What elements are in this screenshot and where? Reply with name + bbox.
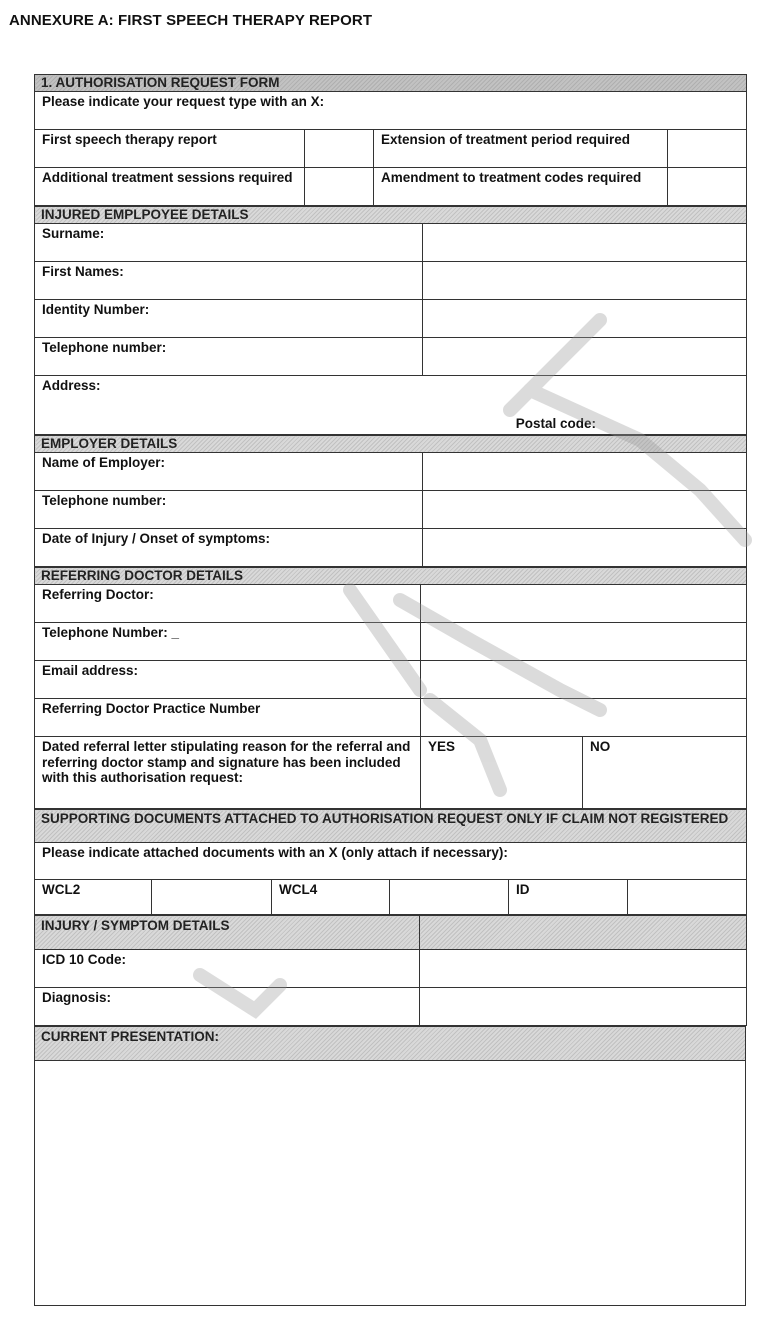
identity-number-label: Identity Number:	[35, 300, 423, 338]
referring-doctor-field[interactable]	[421, 585, 747, 623]
employee-telephone-label: Telephone number:	[35, 338, 423, 376]
document-title: ANNEXURE A: FIRST SPEECH THERAPY REPORT	[9, 12, 373, 29]
doc-id-label: ID	[509, 880, 628, 915]
section-header-employee: INJURED EMPLPOYEE DETAILS	[35, 207, 747, 224]
employer-name-field[interactable]	[423, 453, 747, 491]
option-first-report-label: First speech therapy report	[35, 130, 305, 168]
address-field[interactable]	[35, 376, 747, 435]
employee-section	[34, 206, 747, 435]
icd10-label: ICD 10 Code:	[35, 950, 420, 988]
first-names-field[interactable]	[423, 262, 747, 300]
doctor-email-label: Email address:	[35, 661, 421, 699]
presentation-section	[34, 1026, 746, 1306]
employer-section	[34, 435, 747, 567]
referral-no-option[interactable]: NO	[583, 737, 747, 809]
identity-number-field[interactable]	[423, 300, 747, 338]
employer-telephone-label: Telephone number:	[35, 491, 423, 529]
option-amendment-checkbox[interactable]	[668, 168, 747, 206]
option-amendment-label: Amendment to treatment codes required	[374, 168, 668, 206]
practice-number-field[interactable]	[421, 699, 747, 737]
icd10-field[interactable]	[420, 950, 747, 988]
doc-wcl4-label: WCL4	[272, 880, 390, 915]
employer-name-label: Name of Employer:	[35, 453, 423, 491]
authorisation-form	[34, 74, 746, 1306]
doc-id-checkbox[interactable]	[628, 880, 747, 915]
authorisation-section	[34, 74, 747, 206]
referral-yes-option[interactable]: YES	[421, 737, 583, 809]
documents-instruction: Please indicate attached documents with an X (only attach if necessary):	[35, 843, 747, 880]
section-header-injury-fill	[420, 916, 747, 950]
section-header-presentation: CURRENT PRESENTATION:	[35, 1027, 746, 1061]
doctor-telephone-label: Telephone Number: _	[35, 623, 421, 661]
doc-wcl2-label: WCL2	[35, 880, 152, 915]
first-names-label: First Names:	[35, 262, 423, 300]
employee-telephone-field[interactable]	[423, 338, 747, 376]
referral-letter-label: Dated referral letter stipulating reason for the referral and referring doctor stamp and signature has been included with this authorisation request:	[35, 737, 421, 809]
option-first-report-checkbox[interactable]	[305, 130, 374, 168]
doc-wcl4-checkbox[interactable]	[390, 880, 509, 915]
option-extension-checkbox[interactable]	[668, 130, 747, 168]
section-header-documents: SUPPORTING DOCUMENTS ATTACHED TO AUTHORISATION REQUEST ONLY IF CLAIM NOT REGISTERED	[35, 810, 747, 843]
doctor-telephone-field[interactable]	[421, 623, 747, 661]
current-presentation-field[interactable]	[35, 1061, 746, 1306]
doctor-email-field[interactable]	[421, 661, 747, 699]
doc-wcl2-checkbox[interactable]	[152, 880, 272, 915]
surname-field[interactable]	[423, 224, 747, 262]
diagnosis-field[interactable]	[420, 988, 747, 1026]
injury-section	[34, 915, 747, 1026]
option-additional-sessions-label: Additional treatment sessions required	[35, 168, 305, 206]
option-additional-sessions-checkbox[interactable]	[305, 168, 374, 206]
diagnosis-label: Diagnosis:	[35, 988, 420, 1026]
employer-telephone-field[interactable]	[423, 491, 747, 529]
section-header-authorisation: 1. AUTHORISATION REQUEST FORM	[35, 75, 747, 92]
section-header-employer: EMPLOYER DETAILS	[35, 436, 747, 453]
documents-section	[34, 809, 747, 915]
postal-code-label: Postal code:	[515, 416, 596, 432]
option-extension-label: Extension of treatment period required	[374, 130, 668, 168]
date-of-injury-label: Date of Injury / Onset of symptoms:	[35, 529, 423, 567]
practice-number-label: Referring Doctor Practice Number	[35, 699, 421, 737]
doctor-section	[34, 567, 747, 809]
surname-label: Surname:	[35, 224, 423, 262]
referring-doctor-label: Referring Doctor:	[35, 585, 421, 623]
section-header-doctor: REFERRING DOCTOR DETAILS	[35, 568, 747, 585]
section-header-injury: INJURY / SYMPTOM DETAILS	[35, 916, 420, 950]
request-type-instruction: Please indicate your request type with an X:	[35, 92, 747, 130]
date-of-injury-field[interactable]	[423, 529, 747, 567]
address-label: Address:	[42, 378, 101, 393]
